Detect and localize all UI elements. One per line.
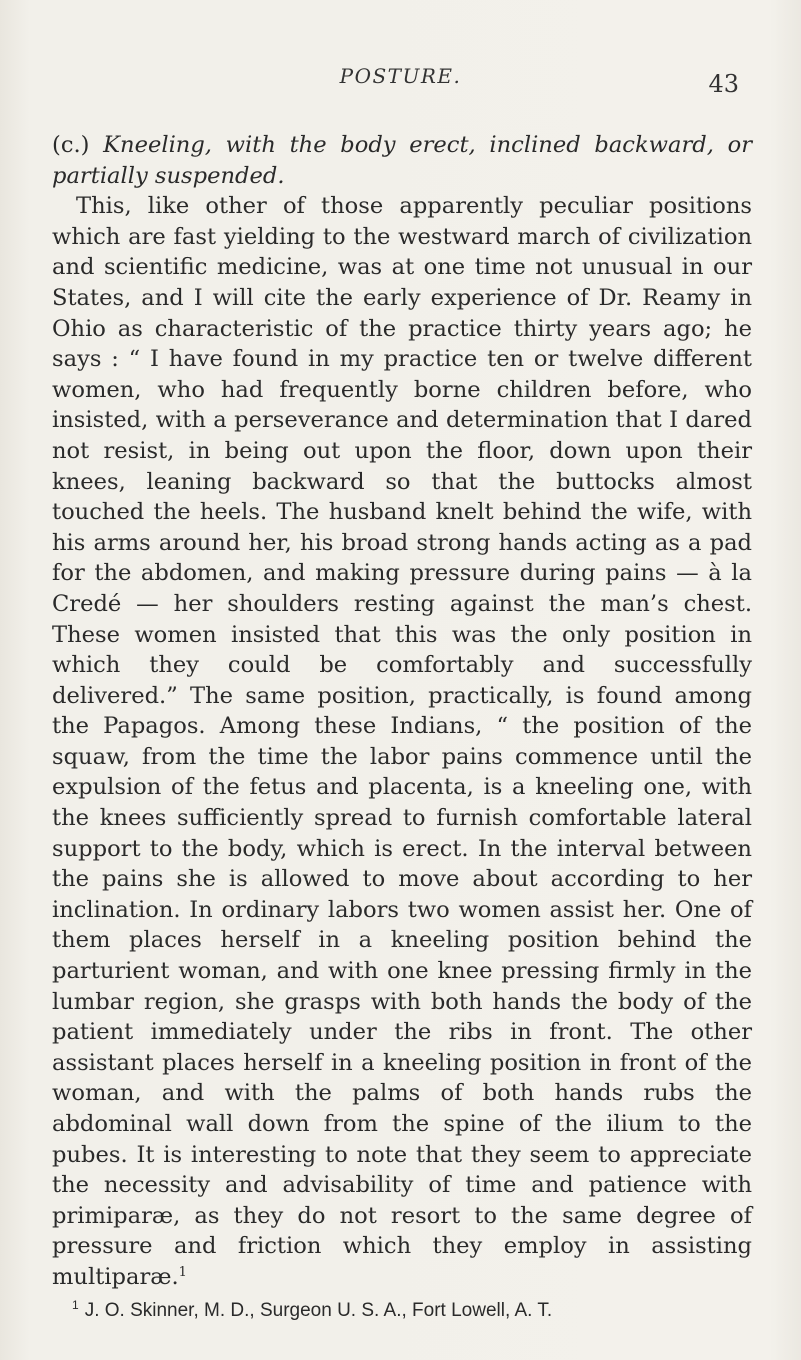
section-heading bbox=[52, 130, 752, 191]
footnote-number: 1 bbox=[72, 1298, 79, 1312]
paragraph bbox=[52, 191, 752, 1292]
footnote-reference[interactable]: 1 bbox=[178, 1264, 187, 1280]
page-number: 43 bbox=[708, 70, 739, 98]
running-title: POSTURE. bbox=[339, 64, 462, 88]
running-head bbox=[0, 62, 801, 98]
body-text bbox=[52, 130, 752, 1293]
section-heading-text: Kneeling, with the body erect, inclined backward, or partially suspended. bbox=[52, 132, 753, 189]
footnote-text: J. O. Skinner, M. D., Surgeon U. S. A., Fort Lowell, A. T. bbox=[84, 1300, 553, 1321]
section-label: (c.) bbox=[52, 132, 90, 158]
paragraph-text: This, like other of those apparently peculiar positions which are fast yielding to the westward march of civilization and scientific medicine, was at one time not unusual in our States, and I will cite the early experience of Dr. Reamy in Ohio as characteristic of the practice thirty years ago; he says : “ I have found in my practice ten or twelve different women, who had frequently borne children before, who insisted, with a perseverance and determination that I dared not resist, in being out upon the floor, down upon their knees, leaning backward so that the buttocks almost touched the heels. The husband knelt behind the wife, with his arms around her, his broad strong hands acting as a pad for the abdomen, and making pressure during pains — à la Credé — her shoulders resting against the man’s chest. These women insisted that this was the only position in which they could be comfortably and successfully delivered.” The same position, practically, is found among the Papagos. Among these Indians, “ the position of the squaw, from the time the labor pains commence until the expulsion of the fetus and placenta, is a kneeling one, with the knees sufficiently spread to furnish comfortable lateral support to the body, which is erect. In the interval between the pains she is allowed to move about according to her inclination. In ordinary labors two women assist her. One of them places herself in a kneeling position behind the parturient woman, and with one knee pressing firmly in the lumbar region, she grasps with both hands the body of the patient immediately under the ribs in front. The other assistant places herself in a kneeling position in front of the woman, and with the palms of both hands rubs the abdominal wall down from the spine of the ilium to the pubes. It is interesting to note that they seem to appreciate the necessity and advisability of time and patience with primiparæ, as they do not resort to the same degree of pressure and friction which they employ in assisting multiparæ. bbox=[52, 193, 752, 1290]
footnote bbox=[72, 1299, 772, 1323]
